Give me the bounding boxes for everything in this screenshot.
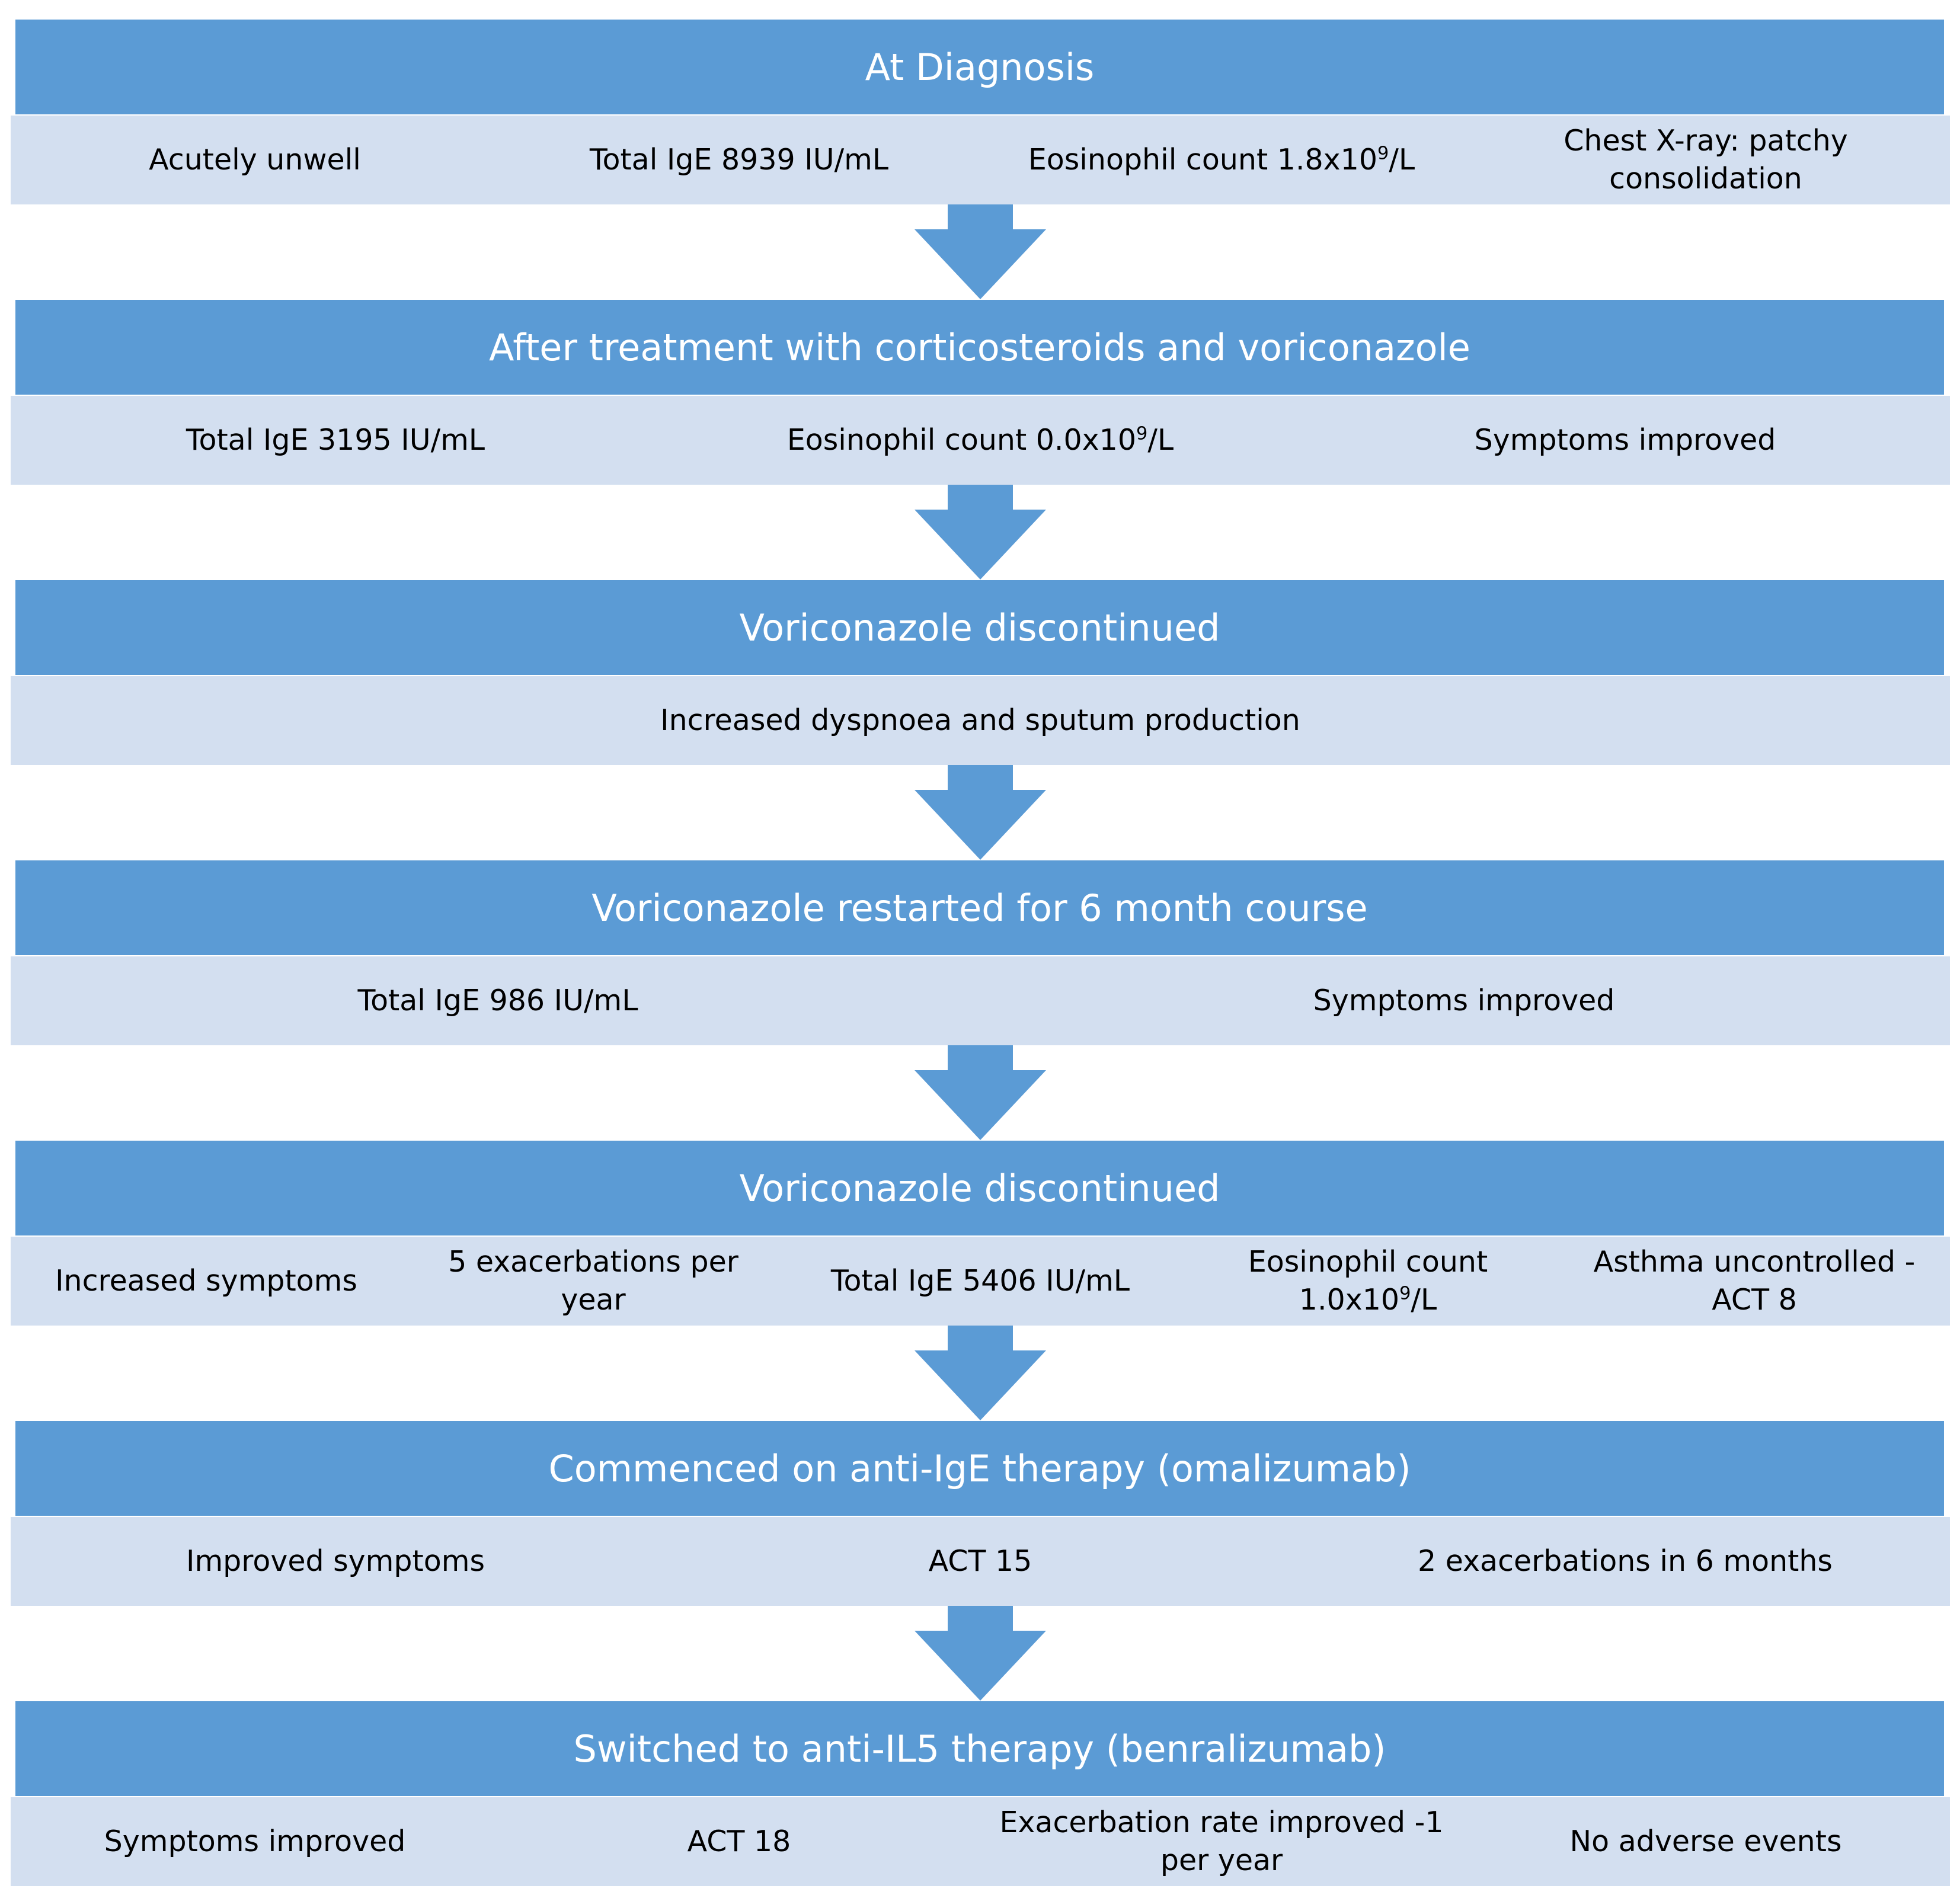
detail-item [684,396,1277,485]
detail-main-text: ACT 18 [687,1824,791,1859]
down-arrow-icon [915,485,1046,580]
detail-main-text: No adverse events [1569,1824,1842,1859]
detail-text [1475,421,1776,459]
detail-text [104,1823,406,1861]
detail-main-text: 2 exacerbations in 6 months [1418,1544,1833,1579]
detail-main-text: Eosinophil count 1.8x10 [1028,143,1378,177]
step-details [11,956,1950,1045]
detail-main-text: Total IgE 3195 IU/mL [186,423,485,457]
detail-item [39,1517,632,1606]
detail-text [55,1262,357,1300]
detail-item [684,1517,1277,1606]
detail-superscript: 9 [1377,143,1389,164]
detail-main-text: Total IgE 986 IU/mL [357,984,638,1018]
detail-text [1588,1243,1920,1318]
detail-item [427,1237,759,1326]
step-details [11,116,1950,204]
detail-main-text: Total IgE 5406 IU/mL [830,1264,1130,1298]
detail-item [1329,396,1921,485]
detail-item [814,1237,1146,1326]
step-header: Voriconazole restarted for 6 month course [15,860,1944,955]
step-header: Switched to anti-IL5 therapy (benralizumab) [15,1701,1944,1796]
detail-item [65,1797,445,1886]
step-header: Voriconazole discontinued [15,1141,1944,1235]
detail-unit-text: /L [1147,423,1174,457]
detail-text [149,141,361,179]
detail-main-text: Exacerbation rate improved -1 per year [999,1806,1444,1877]
detail-text [787,421,1174,459]
step-header: Commenced on anti-IgE therapy (omalizumab) [15,1421,1944,1516]
detail-main-text: Symptoms improved [104,1824,406,1859]
detail-text [688,1823,791,1861]
detail-item [549,116,929,204]
detail-main-text: Increased symptoms [55,1264,357,1298]
detail-item [1329,1517,1921,1606]
detail-item [1588,1237,1920,1326]
detail-text [186,421,485,459]
down-arrow-icon [915,765,1046,860]
detail-text [1028,141,1415,179]
detail-item [990,116,1453,204]
detail-text [186,1542,485,1580]
detail-main-text: Acutely unwell [149,143,361,177]
detail-text [427,1243,759,1318]
detail-superscript: 9 [1136,423,1148,444]
detail-main-text: 5 exacerbations per year [448,1245,738,1317]
detail-item [549,1797,929,1886]
detail-text [1570,1823,1842,1861]
detail-main-text: Eosinophil count 1.0x10 [1248,1245,1488,1317]
down-arrow-icon [915,1045,1046,1140]
detail-item [1220,1237,1516,1326]
detail-unit-text: /L [1411,1283,1437,1317]
detail-item [210,676,1751,765]
detail-text [357,982,638,1020]
step-details [11,1517,1950,1606]
step-header: Voriconazole discontinued [15,580,1944,675]
detail-item [40,1237,372,1326]
down-arrow-icon [915,204,1046,299]
step-header: At Diagnosis [15,20,1944,114]
detail-main-text: Increased dyspnoea and sputum production [660,703,1300,738]
detail-item [39,396,632,485]
detail-main-text: Chest X-ray: patchy consolidation [1563,124,1848,196]
detail-main-text: Asthma uncontrolled - ACT 8 [1593,1245,1916,1317]
detail-main-text: Total IgE 8939 IU/mL [589,143,889,177]
detail-main-text: Improved symptoms [186,1544,485,1579]
step-details [11,1797,1950,1886]
detail-text [590,141,888,179]
detail-text [1313,982,1615,1020]
detail-item [65,116,445,204]
detail-main-text: ACT 15 [928,1544,1032,1579]
step-details [11,1237,1950,1326]
down-arrow-icon [915,1606,1046,1701]
detail-text [831,1262,1130,1300]
step-details [11,396,1950,485]
detail-item [1079,956,1849,1045]
detail-text [1418,1542,1833,1580]
detail-item [113,956,883,1045]
detail-text [660,702,1300,740]
detail-item [1540,1797,1872,1886]
detail-main-text: Symptoms improved [1474,423,1776,457]
detail-text [1540,122,1872,197]
detail-item [1540,116,1872,204]
detail-text [990,1804,1453,1879]
detail-text [1220,1243,1516,1318]
detail-item [990,1797,1453,1886]
detail-unit-text: /L [1389,143,1415,177]
down-arrow-icon [915,1326,1046,1420]
detail-main-text: Eosinophil count 0.0x10 [786,423,1137,457]
detail-superscript: 9 [1399,1283,1411,1304]
step-details [11,676,1950,765]
detail-text [929,1542,1032,1580]
detail-main-text: Symptoms improved [1313,984,1615,1018]
step-header: After treatment with corticosteroids and voriconazole [15,300,1944,395]
